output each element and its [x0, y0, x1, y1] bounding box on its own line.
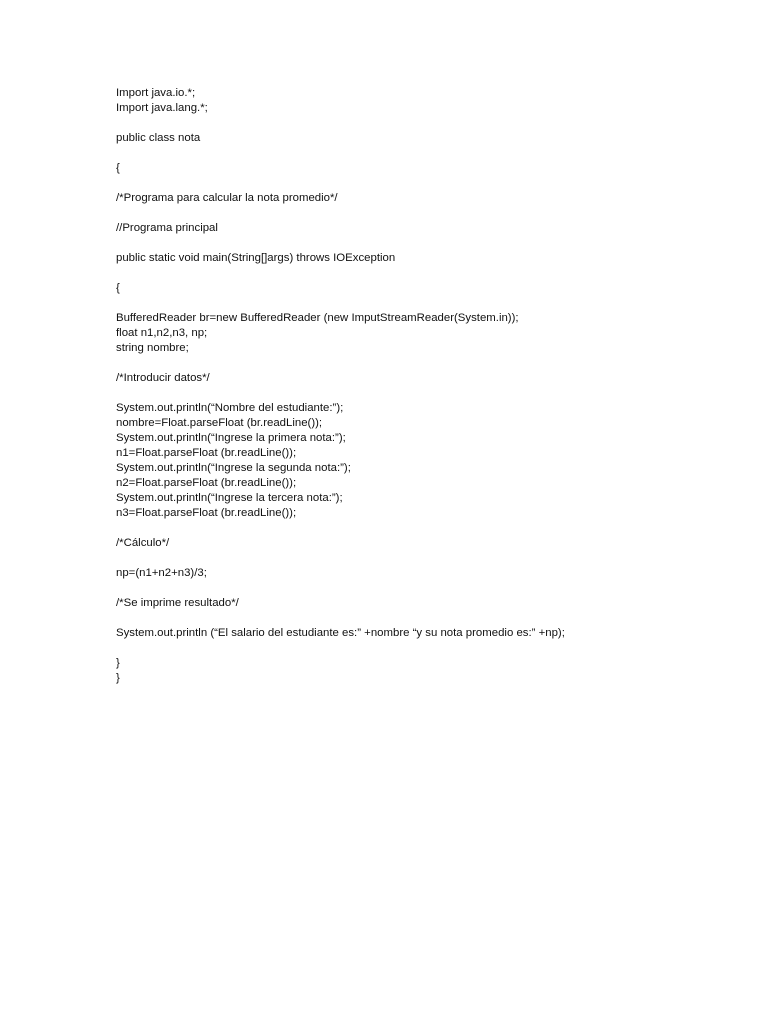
code-comment: /*Se imprime resultado*/	[116, 597, 239, 609]
blank-line	[116, 206, 716, 221]
blank-line	[116, 551, 716, 566]
code-line: {	[116, 282, 120, 294]
blank-line	[116, 116, 716, 131]
code-listing	[116, 86, 716, 686]
code-line: n1=Float.parseFloat (br.readLine());	[116, 447, 297, 459]
blank-line	[116, 146, 716, 161]
code-comment: /*Introducir datos*/	[116, 372, 210, 384]
blank-line	[116, 176, 716, 191]
code-line: }	[116, 657, 120, 669]
code-line: Import java.io.*;	[116, 87, 196, 99]
blank-line	[116, 266, 716, 281]
blank-line	[116, 611, 716, 626]
code-line: public class nota	[116, 132, 201, 144]
code-line: System.out.println(“Nombre del estudiante:”);	[116, 402, 344, 414]
blank-line	[116, 581, 716, 596]
code-comment: //Programa principal	[116, 222, 218, 234]
blank-line	[116, 356, 716, 371]
blank-line	[116, 296, 716, 311]
code-line: {	[116, 162, 120, 174]
code-comment: /*Cálculo*/	[116, 537, 170, 549]
code-line: BufferedReader br=new BufferedReader (new ImputStreamReader(System.in));	[116, 312, 519, 324]
code-line: n3=Float.parseFloat (br.readLine());	[116, 507, 297, 519]
blank-line	[116, 236, 716, 251]
code-line: Import java.lang.*;	[116, 102, 208, 114]
code-line: System.out.println(“Ingrese la tercera nota:”);	[116, 492, 343, 504]
blank-line	[116, 641, 716, 656]
code-line: string nombre;	[116, 342, 189, 354]
code-line: System.out.println (“El salario del estudiante es:” +nombre “y su nota promedio es:” +np);	[116, 627, 565, 639]
code-line: n2=Float.parseFloat (br.readLine());	[116, 477, 297, 489]
code-line: System.out.println(“Ingrese la primera nota:”);	[116, 432, 346, 444]
blank-line	[116, 386, 716, 401]
code-line: float n1,n2,n3, np;	[116, 327, 208, 339]
code-line: System.out.println(“Ingrese la segunda nota:”);	[116, 462, 351, 474]
code-line: public static void main(String[]args) throws IOException	[116, 252, 396, 264]
code-line: }	[116, 672, 120, 684]
code-line: np=(n1+n2+n3)/3;	[116, 567, 207, 579]
code-line: nombre=Float.parseFloat (br.readLine());	[116, 417, 323, 429]
blank-line	[116, 521, 716, 536]
code-comment: /*Programa para calcular la nota promedio*/	[116, 192, 338, 204]
